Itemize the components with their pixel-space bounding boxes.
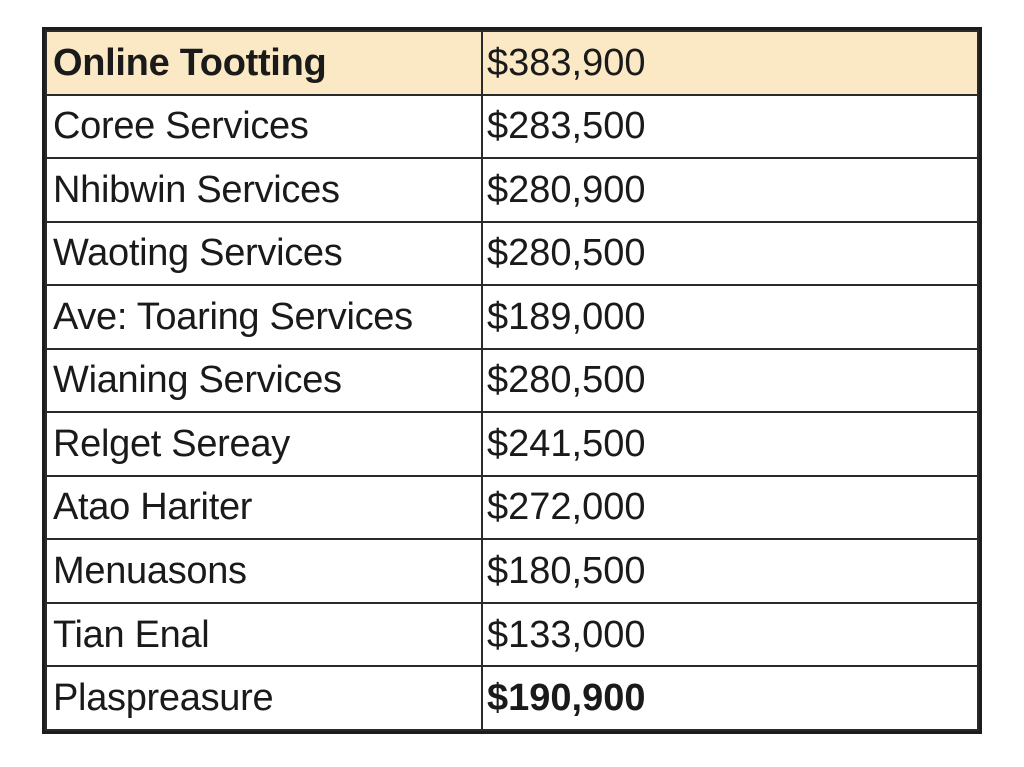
amount-cell: $241,500 xyxy=(482,412,978,476)
service-name-cell: Menuasons xyxy=(46,539,482,603)
service-name-cell: Wianing Services xyxy=(46,349,482,413)
service-name-cell: Ave: Toaring Services xyxy=(46,285,482,349)
service-name-cell: Relget Sereay xyxy=(46,412,482,476)
amount-cell: $133,000 xyxy=(482,603,978,667)
table-row xyxy=(46,285,978,349)
service-name-cell: Nhibwin Services xyxy=(46,158,482,222)
amount-cell: $383,900 xyxy=(482,31,978,95)
table-row xyxy=(46,476,978,540)
table-row xyxy=(46,95,978,159)
table-row xyxy=(46,412,978,476)
service-name-cell: Tian Enal xyxy=(46,603,482,667)
amount-cell: $190,900 xyxy=(482,666,978,730)
amount-cell: $280,900 xyxy=(482,158,978,222)
service-name-cell: Atao Hariter xyxy=(46,476,482,540)
table-row xyxy=(46,222,978,286)
service-name-cell: Plaspreasure xyxy=(46,666,482,730)
amount-cell: $283,500 xyxy=(482,95,978,159)
services-table xyxy=(45,30,979,731)
service-name-cell: Waoting Services xyxy=(46,222,482,286)
table-row xyxy=(46,666,978,730)
amount-cell: $272,000 xyxy=(482,476,978,540)
amount-cell: $280,500 xyxy=(482,349,978,413)
amount-cell: $280,500 xyxy=(482,222,978,286)
data-table xyxy=(42,27,982,734)
amount-cell: $180,500 xyxy=(482,539,978,603)
table-row xyxy=(46,539,978,603)
table-row xyxy=(46,349,978,413)
amount-cell: $189,000 xyxy=(482,285,978,349)
service-name-cell: Online Tootting xyxy=(46,31,482,95)
table-row xyxy=(46,603,978,667)
table-row xyxy=(46,158,978,222)
table-row xyxy=(46,31,978,95)
service-name-cell: Corее Services xyxy=(46,95,482,159)
